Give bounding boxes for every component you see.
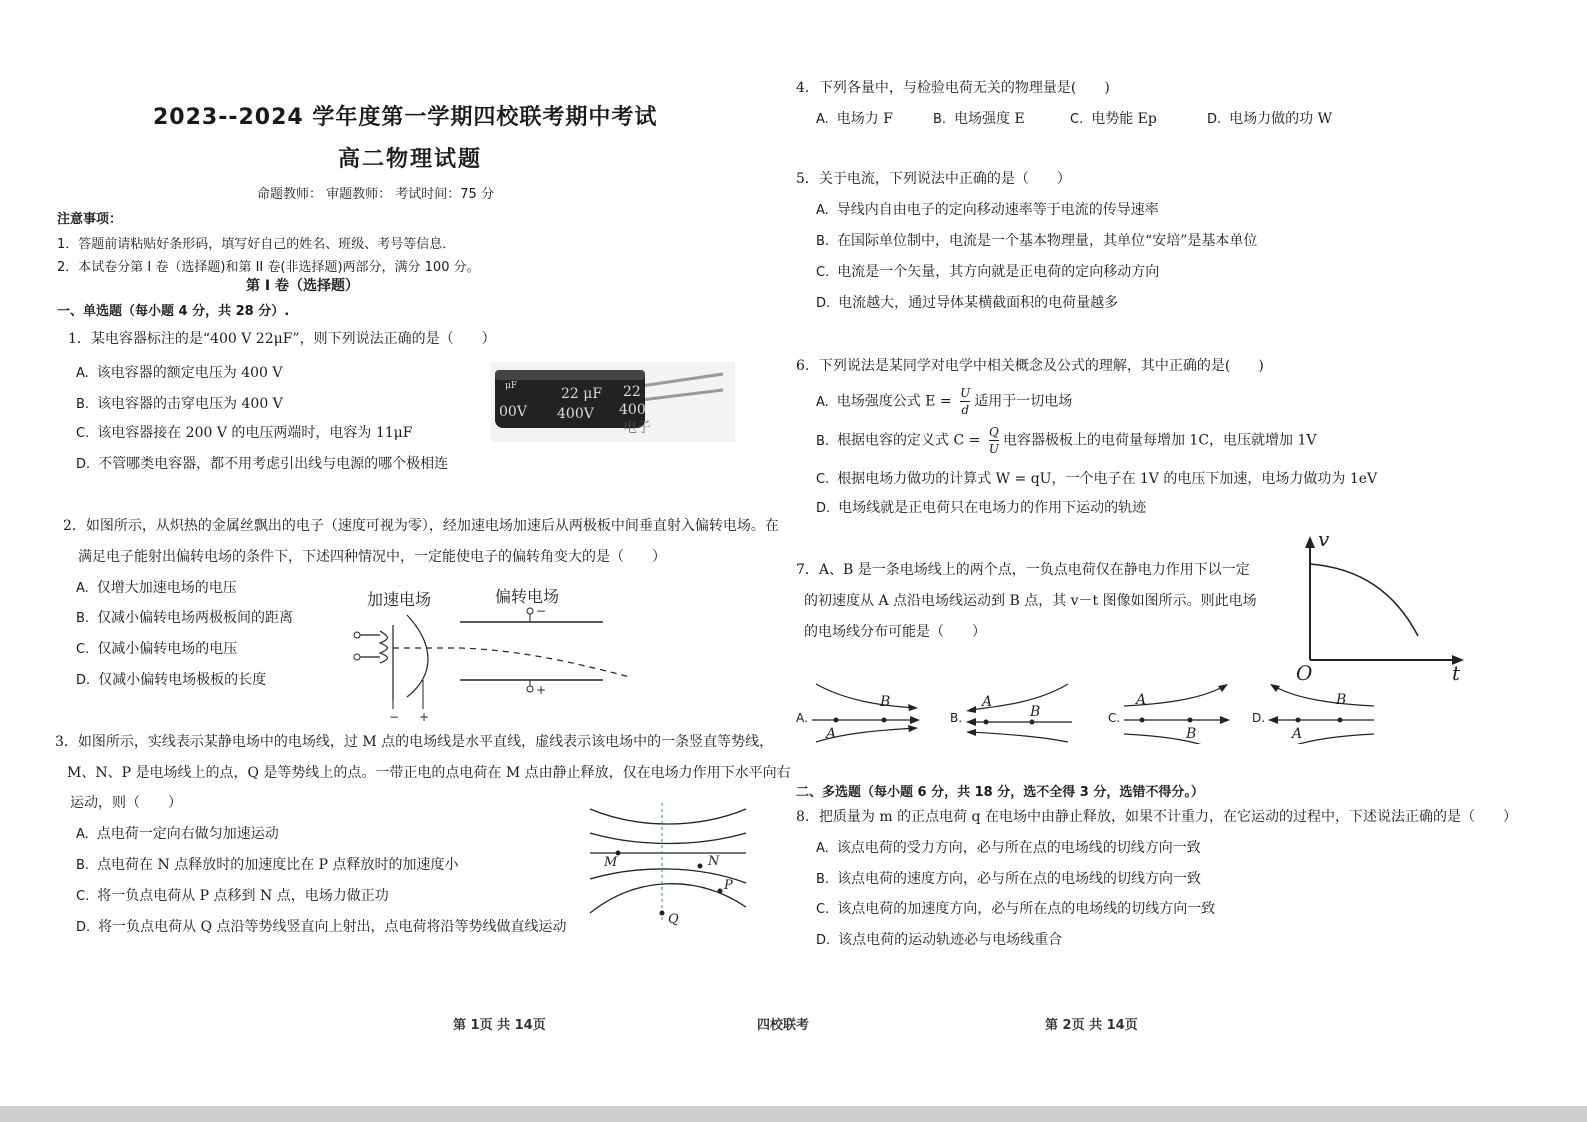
option-text: 电势能 Ep: [1091, 111, 1157, 127]
page-number-right: 第 2页 共 14页: [1045, 1018, 1138, 1033]
fraction-denominator: d: [961, 403, 970, 417]
option-text: 电场强度 E: [954, 111, 1025, 127]
option-d[interactable]: [816, 292, 1118, 312]
option-text: 点电荷在 N 点释放时的加速度比在 P 点释放时的加速度小: [97, 857, 459, 873]
choice-c-diagram[interactable]: [1120, 680, 1234, 744]
option-a[interactable]: [816, 385, 1072, 418]
option-text: 仅减小偏转电场极板的长度: [98, 672, 267, 688]
option-d[interactable]: [76, 669, 266, 689]
cap-label: 400: [619, 402, 646, 418]
notes-heading: 注意事项：: [57, 212, 123, 227]
option-label: A.: [816, 112, 829, 127]
option-text: 电场强度公式 E =: [836, 393, 952, 410]
option-label: B.: [76, 858, 90, 873]
footer-center: 四校联考: [757, 1018, 810, 1033]
question-stem: 1．某电容器标注的是“400 V 22μF”，则下列说法正确的是（ ）: [68, 331, 496, 347]
option-text: 电流越大，通过导体某横截面积的电荷量越多: [838, 295, 1119, 311]
vt-graph: [1290, 532, 1470, 684]
option-c[interactable]: [816, 261, 1159, 281]
point-label: A: [826, 726, 837, 742]
option-label: B.: [816, 872, 830, 887]
question-stem: 5．关于电流，下列说法中正确的是（ ）: [796, 171, 1071, 187]
option-c[interactable]: [816, 898, 1215, 918]
choice-b-label: B.: [950, 711, 963, 725]
option-label: C.: [1070, 112, 1084, 127]
option-label: A.: [76, 827, 89, 842]
option-d[interactable]: [816, 497, 1146, 517]
option-label: B.: [816, 433, 830, 449]
choice-d-diagram[interactable]: [1264, 680, 1378, 744]
option-text: 在国际单位制中，电流是一个基本物理量，其单位“安培”是基本单位: [837, 233, 1258, 249]
field-lines-diagram: [588, 803, 748, 933]
option-c[interactable]: [76, 885, 389, 905]
option-a[interactable]: [816, 837, 1201, 857]
option-label: B.: [76, 611, 90, 626]
deflect-field-label: 偏转电场: [495, 587, 560, 606]
option-label: D.: [1207, 112, 1222, 127]
question-stem: 3．如图所示，实线表示某静电场中的电场线，过 M 点的电场线是水平直线，虚线表示该电场中的一条竖直等势线，: [55, 734, 774, 750]
point-label: B: [1186, 726, 1197, 742]
option-text: 该点电荷的速度方向，必与所在点的电场线的切线方向一致: [837, 871, 1202, 887]
option-b[interactable]: [76, 854, 459, 874]
accel-plus: +: [419, 710, 430, 724]
option-b[interactable]: [76, 393, 283, 413]
question-stem: 4．下列各量中，与检验电荷无关的物理量是( ): [796, 80, 1110, 96]
point-label: A: [1136, 692, 1147, 708]
cap-label: 22: [623, 384, 641, 400]
option-d[interactable]: [76, 916, 567, 936]
option-label: D.: [816, 933, 831, 948]
point-label: B: [880, 694, 891, 710]
point-p: P: [724, 878, 733, 893]
option-label: B.: [76, 397, 90, 412]
option-text: 根据电容的定义式 C =: [837, 432, 981, 449]
option-text: 电场力 F: [836, 111, 893, 127]
cap-label: 22 μF: [561, 386, 603, 402]
option-text: 点电荷一定向右做匀加速运动: [96, 826, 279, 842]
option-label: C.: [816, 902, 830, 917]
option-text: 该点电荷的受力方向，必与所在点的电场线的切线方向一致: [836, 840, 1201, 856]
option-a[interactable]: [816, 199, 1159, 219]
exam-subtitle: 高二物理试题: [338, 147, 483, 172]
option-label: A.: [816, 841, 829, 856]
option-label: A.: [76, 366, 89, 381]
question-stem: 7．A、B 是一条电场线上的两个点，一负点电荷仅在静电力作用下以一定: [796, 562, 1250, 578]
option-b[interactable]: [816, 868, 1201, 888]
option-c[interactable]: [76, 638, 237, 658]
option-text: 该点电荷的加速度方向，必与所在点的电场线的切线方向一致: [837, 901, 1216, 917]
fraction: [960, 385, 970, 418]
question-stem: 2．如图所示，从炽热的金属丝飘出的电子（速度可视为零），经加速电场加速后从两极板中间垂直射入偏转电场。在: [63, 518, 779, 534]
option-label: C.: [76, 426, 90, 441]
option-b[interactable]: [816, 424, 1317, 457]
cap-label: 00V: [499, 404, 527, 420]
option-text: 电场线就是正电荷只在电场力的作用下运动的轨迹: [838, 500, 1147, 516]
option-label: C.: [816, 472, 830, 487]
point-q: Q: [668, 912, 679, 927]
accelerator-diagram: [345, 585, 635, 725]
option-label: C.: [76, 889, 90, 904]
cap-label: μF: [505, 381, 518, 391]
option-d[interactable]: [1207, 108, 1332, 128]
question-stem: 6．下列说法是某同学对电学中相关概念及公式的理解，其中正确的是( ): [796, 358, 1264, 374]
point-label: A: [982, 694, 993, 710]
question-stem: 的初速度从 A 点沿电场线运动到 B 点，其 v－t 图像如图所示。则此电场: [804, 593, 1257, 609]
capacitor-photo: [491, 362, 735, 442]
option-text: 不管哪类电容器，都不用考虑引出线与电源的哪个极相连: [98, 456, 449, 472]
choice-d-label: D.: [1252, 711, 1266, 725]
t-axis-label: t: [1452, 661, 1461, 684]
bottom-edge: [0, 1106, 1587, 1122]
accel-field-label: 加速电场: [367, 590, 432, 609]
question-stem: 运动，则（ ）: [70, 795, 182, 811]
option-c[interactable]: [76, 422, 412, 442]
point-n: N: [708, 854, 720, 869]
option-text: 将一负点电荷从 P 点移到 N 点，电场力做正功: [97, 888, 389, 904]
question-stem: 的电场线分布可能是（ ）: [804, 624, 986, 640]
choice-a-label: A.: [796, 711, 808, 725]
fraction-numerator: Q: [989, 425, 999, 439]
option-d[interactable]: [816, 929, 1062, 949]
option-text: 将一负点电荷从 Q 点沿等势线竖直向上射出，点电荷将沿等势线做直线运动: [98, 919, 567, 935]
page-number-left: 第 1页 共 14页: [453, 1018, 546, 1033]
v-axis-label: v: [1318, 532, 1330, 551]
choice-c-label: C.: [1108, 711, 1121, 725]
option-text: 仅减小偏转电场两极板间的距离: [97, 610, 294, 626]
point-m: M: [604, 855, 618, 870]
section-single-choice: 一、单选题（每小题 4 分，共 28 分）.: [57, 304, 290, 319]
option-a[interactable]: [76, 577, 237, 597]
point-label: A: [1292, 726, 1303, 742]
option-label: D.: [76, 457, 91, 472]
option-text: 该电容器的击穿电压为 400 V: [97, 396, 283, 412]
option-a[interactable]: [76, 362, 283, 382]
option-label: B.: [933, 112, 947, 127]
cap-label: 400V: [557, 406, 594, 422]
option-text: 电场力做的功 W: [1229, 111, 1332, 127]
volume-heading: 第 Ⅰ 卷（选择题）: [246, 278, 359, 294]
exam-title: 2023--2024 学年度第一学期四校联考期中考试: [153, 105, 658, 130]
option-text: 导线内自由电子的定向移动速率等于电流的传导速率: [836, 202, 1159, 218]
option-label: D.: [816, 501, 831, 516]
point-label: B: [1336, 692, 1347, 708]
cap-watermark: 电子: [623, 420, 651, 436]
question-stem: M、N、P 是电场线上的点，Q 是等势线上的点。一带正电的点电荷在 M 点由静止释放，仅在电场力作用下水平向右: [67, 765, 791, 781]
plate-plus: +: [536, 683, 547, 697]
fraction: [989, 424, 999, 457]
option-text: 该电容器接在 200 V 的电压两端时，电容为 11μF: [97, 425, 413, 441]
exam-meta: 命题教师： 审题教师： 考试时间：75 分: [257, 187, 494, 202]
point-label: B: [1030, 704, 1041, 720]
notes-item-2: 2．本试卷分第 I 卷（选择题)和第 II 卷(非选择题)两部分，满分 100 分。: [57, 260, 480, 275]
option-d[interactable]: [76, 453, 448, 473]
option-label: C.: [816, 265, 830, 280]
option-text: 仅减小偏转电场的电压: [97, 641, 238, 657]
option-label: D.: [76, 920, 91, 935]
accel-minus: −: [389, 710, 400, 724]
option-text: 电流是一个矢量，其方向就是正电荷的定向移动方向: [837, 264, 1160, 280]
option-text: 根据电场力做功的计算式 W = qU，一个电子在 1V 的电压下加速，电场力做功为 1eV: [837, 471, 1378, 487]
option-text: 该点电荷的运动轨迹必与电场线重合: [838, 932, 1063, 948]
option-text: 电容器极板上的电荷量每增加 1C，电压就增加 1V: [1002, 432, 1317, 449]
option-label: D.: [76, 673, 91, 688]
option-a[interactable]: [76, 823, 279, 843]
option-b[interactable]: [816, 230, 1257, 250]
origin-label: O: [1296, 661, 1313, 684]
question-stem: 满足电子能射出偏转电场的条件下，下述四种情况中，一定能使电子的偏转角变大的是（ ）: [78, 549, 666, 565]
plate-minus: −: [536, 604, 547, 618]
question-stem: 8．把质量为 m 的正点电荷 q 在电场中由静止释放，如果不计重力，在它运动的过程中，下述说法正确的是（ ）: [796, 809, 1517, 825]
choice-b-diagram[interactable]: [962, 680, 1076, 744]
option-label: A.: [816, 203, 829, 218]
option-text: 适用于一切电场: [974, 393, 1073, 410]
option-label: C.: [76, 642, 90, 657]
option-label: B.: [816, 234, 830, 249]
option-a[interactable]: [816, 108, 893, 128]
fraction-numerator: U: [960, 386, 971, 400]
option-b[interactable]: [76, 607, 293, 627]
option-c[interactable]: [816, 468, 1377, 488]
notes-item-1: 1．答题前请粘贴好条形码，填写好自己的姓名、班级、考号等信息．: [57, 237, 456, 252]
section-multiple-choice: 二、多选题（每小题 6 分，共 18 分，选不全得 3 分，选错不得分。）: [796, 785, 1204, 800]
option-label: A.: [816, 394, 829, 410]
option-b[interactable]: [933, 108, 1025, 128]
option-label: D.: [816, 296, 831, 311]
option-text: 该电容器的额定电压为 400 V: [96, 365, 283, 381]
option-label: A.: [76, 581, 89, 596]
option-text: 仅增大加速电场的电压: [96, 580, 237, 596]
choice-a-diagram[interactable]: [808, 680, 922, 744]
option-c[interactable]: [1070, 108, 1157, 128]
fraction-denominator: U: [988, 442, 999, 456]
